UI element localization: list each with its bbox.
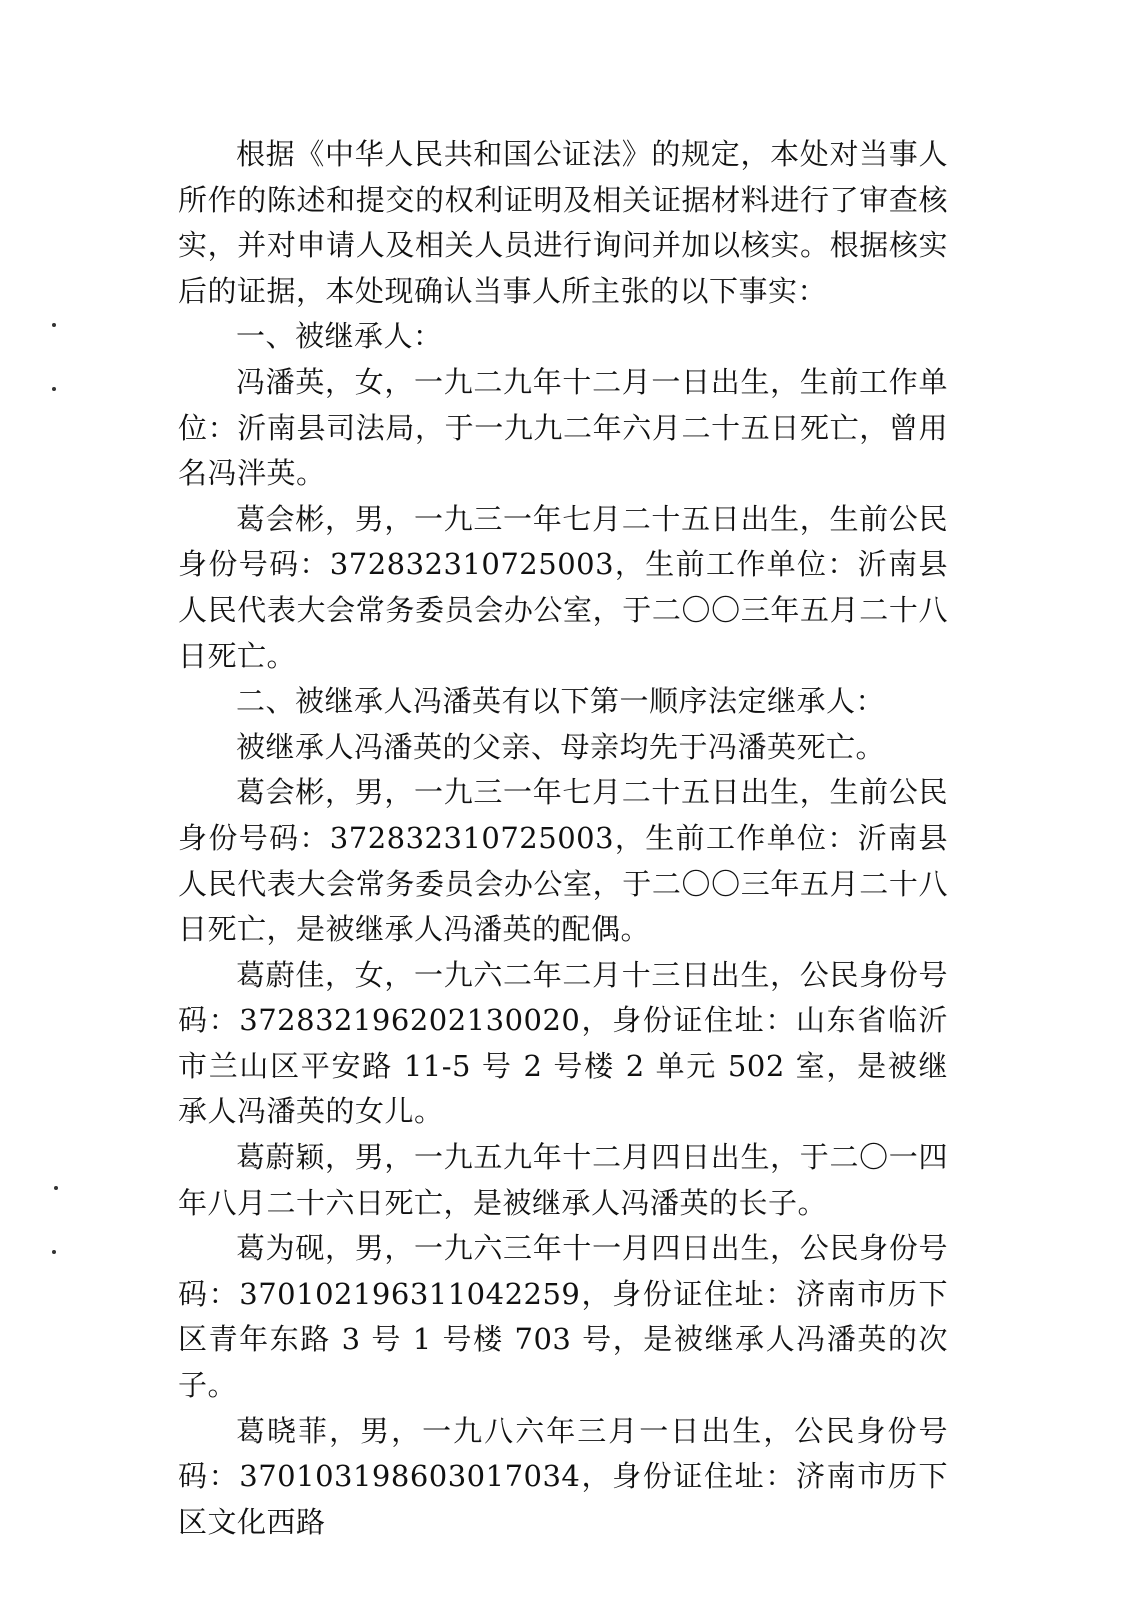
paragraph-parents-deceased: 被继承人冯潘英的父亲、母亲均先于冯潘英死亡。 bbox=[236, 729, 886, 764]
paragraph-heir-daughter: 葛蔚佳，女，一九六二年二月十三日出生，公民身份号码：372832196202130020，身份证住址：山东省临沂市兰山区平安路 11-5 号 2 号楼 2 单元 502 室，是被继承人冯潘英的女儿。 bbox=[178, 957, 948, 1129]
scan-speck bbox=[52, 323, 56, 327]
paragraph-heir-second-son: 葛为砚，男，一九六三年十一月四日出生，公民身份号码：370102196311042259，身份证住址：济南市历下区青年东路 3 号 1 号楼 703 号，是被继承人冯潘英的次子。 bbox=[178, 1231, 948, 1403]
scan-speck bbox=[52, 1250, 56, 1254]
paragraph-heir-ge-xiaofei: 葛晓菲，男，一九八六年三月一日出生，公民身份号码：370103198603017034，身份证住址：济南市历下区文化西路 bbox=[178, 1413, 948, 1539]
paragraph-decedent-feng-panying: 冯潘英，女，一九二九年十二月一日出生，生前工作单位：沂南县司法局，于一九九二年六月二十五日死亡，曾用名冯泮英。 bbox=[178, 364, 948, 491]
paragraph-heir-eldest-son: 葛蔚颖，男，一九五九年十二月四日出生，于二〇一四年八月二十六日死亡，是被继承人冯潘英的长子。 bbox=[178, 1140, 948, 1220]
section-heading-first-order-heirs: 二、被继承人冯潘英有以下第一顺序法定继承人： bbox=[236, 684, 886, 719]
paragraph-heir-spouse: 葛会彬，男，一九三一年七月二十五日出生，生前公民身份号码：372832310725003，生前工作单位：沂南县人民代表大会常务委员会办公室，于二〇〇三年五月二十八日死亡，是被继承人冯潘英的配偶。 bbox=[178, 775, 948, 947]
document-body bbox=[178, 132, 948, 1545]
scan-speck bbox=[54, 1186, 58, 1190]
paragraph-verification-statement: 根据《中华人民共和国公证法》的规定，本处对当事人所作的陈述和提交的权利证明及相关证据材料进行了审查核实，并对申请人及相关人员进行询问并加以核实。根据核实后的证据，本处现确认当事人所主张的以下事实： bbox=[178, 137, 948, 308]
paragraph-decedent-ge-huibin: 葛会彬，男，一九三一年七月二十五日出生，生前公民身份号码：372832310725003，生前工作单位：沂南县人民代表大会常务委员会办公室，于二〇〇三年五月二十八日死亡。 bbox=[178, 501, 948, 673]
section-heading-decedents: 一、被继承人： bbox=[236, 319, 443, 354]
scan-speck bbox=[52, 387, 56, 391]
